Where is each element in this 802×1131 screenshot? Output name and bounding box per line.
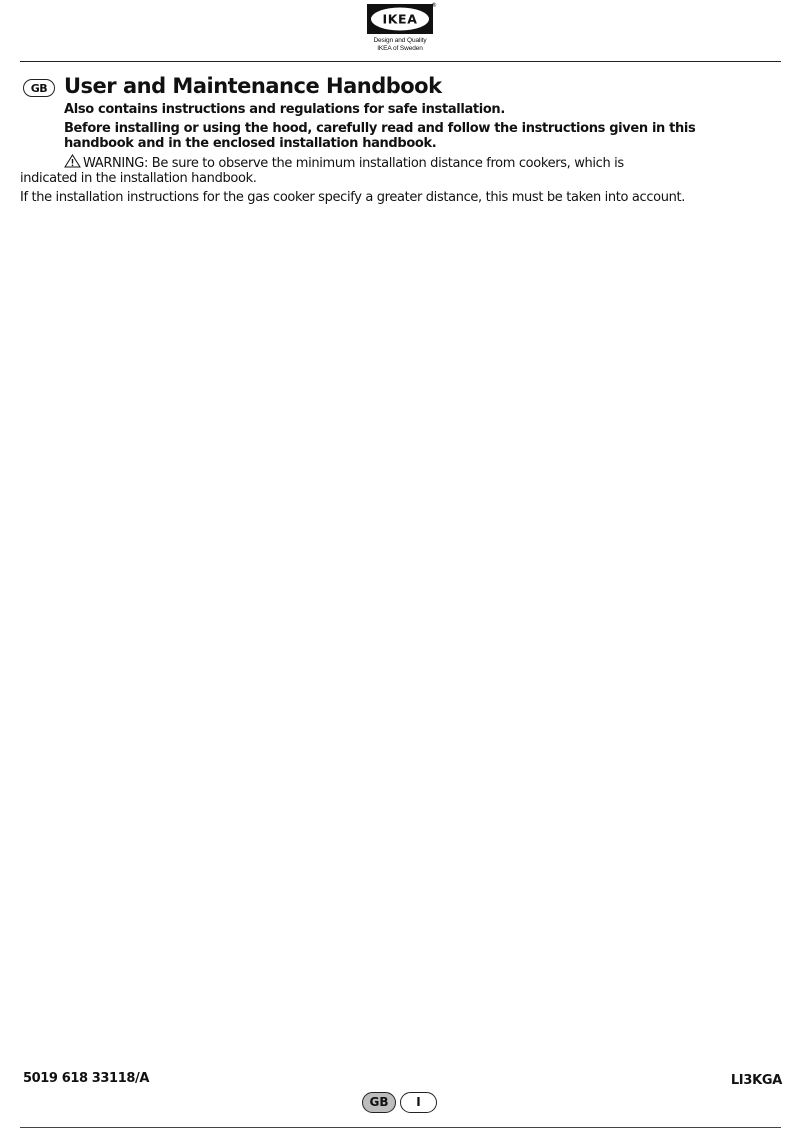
warning-label: WARNING:	[83, 156, 149, 171]
logo-tagline	[362, 37, 438, 53]
intro-section	[20, 102, 764, 205]
read-instructions-note: Before installing or using the hood, carefully read and follow the instructions given in this handbook and in the enclosed installation handbook.	[64, 121, 696, 151]
tagline-line-2: IKEA of Sweden	[377, 45, 423, 52]
ikea-logo-graphic	[367, 4, 433, 34]
tagline-line-1: Design and Quality	[373, 37, 427, 44]
language-pill-i[interactable]: I	[400, 1092, 437, 1113]
gas-cooker-note: If the installation instructions for the gas cooker specify a greater distance, this must be taken into account.	[20, 190, 686, 205]
language-selector	[362, 1092, 437, 1113]
page-title: User and Maintenance Handbook	[64, 74, 442, 98]
language-pill-gb[interactable]: GB	[362, 1092, 396, 1113]
footer-divider	[20, 1127, 781, 1128]
ikea-logo-text: IKEA	[382, 11, 418, 27]
header-divider	[20, 61, 781, 62]
ikea-logo	[362, 4, 438, 53]
language-badge: GB	[23, 79, 55, 97]
warning-triangle-icon	[64, 154, 81, 168]
warning-text-continued: indicated in the installation handbook.	[20, 171, 257, 186]
document-code: 5019 618 33118/A	[23, 1071, 150, 1086]
warning-text: Be sure to observe the minimum installation distance from cookers, which is	[148, 156, 624, 171]
model-number: LI3KGA	[730, 1073, 782, 1088]
safety-installation-note: Also contains instructions and regulations for safe installation.	[64, 102, 505, 117]
registered-mark: ®	[431, 2, 437, 9]
warning-paragraph	[20, 154, 764, 186]
ikea-logo-mark	[367, 2, 437, 34]
